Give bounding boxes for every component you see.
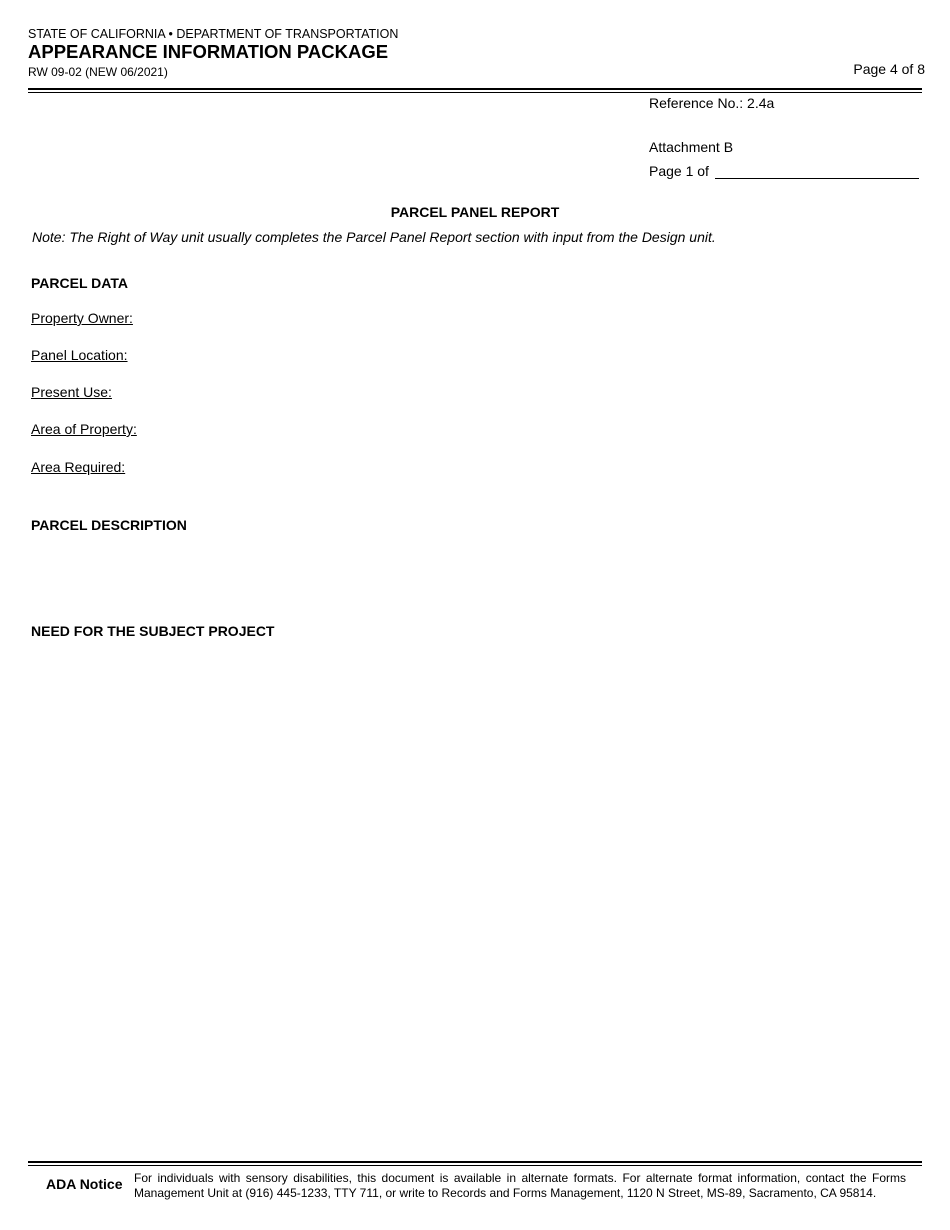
- footer-divider-thick: [28, 1161, 922, 1163]
- page-of-label: Page 1 of: [649, 163, 709, 179]
- report-title: PARCEL PANEL REPORT: [390, 204, 560, 220]
- agency-name: STATE OF CALIFORNIA • DEPARTMENT OF TRANSPORTATION: [28, 27, 399, 41]
- ada-notice-text: For individuals with sensory disabilities, this document is available in alternate formats. For alternate format information, contact the Forms Management Unit at (916) 445-1233, TTY 711, or write to Records and Forms Management, 1120 N Street, MS-89, Sacramento, CA 95814.: [134, 1171, 906, 1200]
- subject-project-heading: NEED FOR THE SUBJECT PROJECT: [31, 623, 275, 639]
- footer-divider-thin: [28, 1165, 922, 1166]
- form-number: RW 09-02 (NEW 06/2021): [28, 65, 168, 79]
- area-of-property-label: Area of Property:: [31, 421, 137, 437]
- parcel-description-heading: PARCEL DESCRIPTION: [31, 517, 187, 533]
- ada-notice-label: ADA Notice: [46, 1176, 123, 1192]
- reference-number: Reference No.: 2.4a: [649, 95, 775, 111]
- present-use-label: Present Use:: [31, 384, 112, 400]
- form-title: APPEARANCE INFORMATION PACKAGE: [28, 41, 389, 62]
- page-of-total-field[interactable]: [715, 164, 919, 179]
- area-required-label: Area Required:: [31, 459, 126, 475]
- report-note: Note: The Right of Way unit usually completes the Parcel Panel Report section with input from the Design unit.: [32, 229, 716, 245]
- parcel-data-heading: PARCEL DATA: [31, 275, 128, 291]
- page-indicator: Page 4 of 8: [853, 61, 925, 77]
- page-of-row: [649, 163, 919, 179]
- property-owner-label: Property Owner:: [31, 310, 133, 326]
- header-divider-thick: [28, 88, 922, 90]
- header-divider-thin: [28, 92, 922, 93]
- attachment-label: Attachment B: [649, 139, 734, 155]
- panel-location-label: Panel Location:: [31, 347, 128, 363]
